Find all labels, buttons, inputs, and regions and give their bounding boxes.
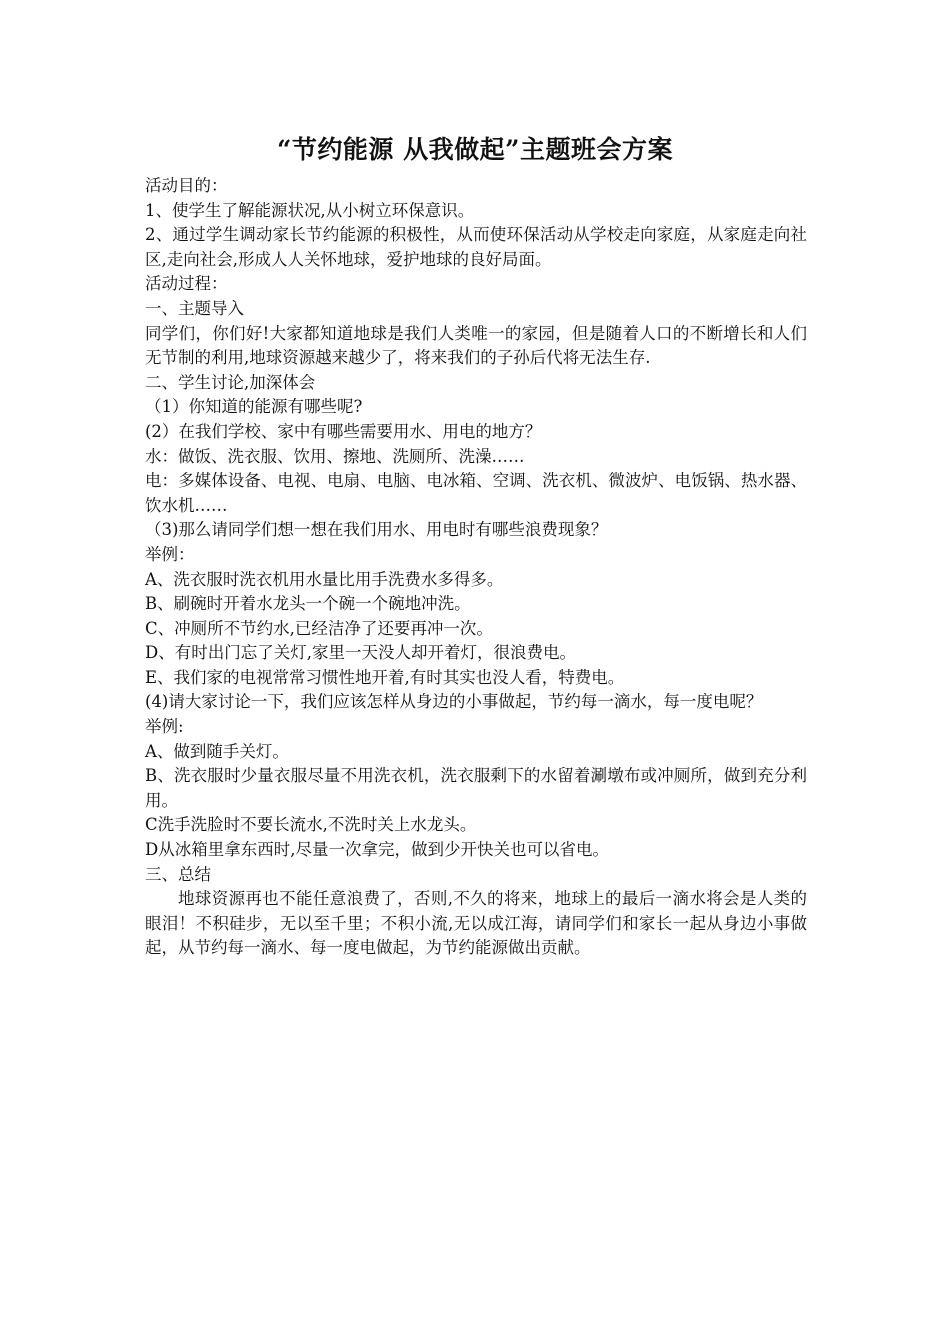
intro-paragraph: 同学们，你们好!大家都知道地球是我们人类唯一的家园，但是随着人口的不断增长和人们无节制的利用,地球资源越来越少了，将来我们的子孙后代将无法生存. (145, 323, 807, 368)
document-title: “节约能源 从我做起”主题班会方案 (277, 135, 673, 164)
save-example-d: D从冰箱里拿东西时,尽量一次拿完，做到少开快关也可以省电。 (145, 840, 609, 860)
question-3: （3)那么请同学们想一想在我们用水、用电时有哪些浪费现象？ (145, 520, 608, 540)
waste-example-c: C、冲厕所不节约水,已经洁净了还要再冲一次。 (145, 618, 493, 638)
question-4: (4)请大家讨论一下，我们应该怎样从身边的小事做起，节约每一滴水，每一度电呢？ (145, 692, 763, 712)
question-2: (2）在我们学校、家中有哪些需要用水、用电的地方？ (145, 421, 542, 441)
examples-label-2: 举例: (145, 717, 184, 737)
waste-example-b: B、刷碗时开着水龙头一个碗一个碗地冲洗。 (145, 594, 471, 614)
save-example-a: A、做到随手关灯。 (145, 741, 289, 761)
document-body (145, 174, 807, 961)
heading-intro: 一、主题导入 (145, 298, 244, 318)
waste-example-a: A、洗衣服时洗衣机用水量比用手洗费水多得多。 (145, 569, 504, 589)
summary-paragraph: 地球资源再也不能任意浪费了，否则,不久的将来，地球上的最后一滴水将会是人类的眼泪！不积硅步，无以至千里；不积小流,无以成江海，请同学们和家长一起从身边小事做起，从节约每一滴水、每一度电做起，为节约能源做出贡献。 (145, 889, 807, 958)
electricity-uses: 电：多媒体设备、电视、电扇、电脑、电冰箱、空调、洗衣机、微波炉、电饭锅、热水器、饮水机…… (145, 471, 807, 515)
waste-example-d: D、有时出门忘了关灯,家里一天没人却开着灯，很浪费电。 (145, 643, 576, 663)
goal-item-1: 1、使学生了解能源状况,从小树立环保意识。 (145, 200, 475, 220)
section-label-goals: 活动目的： (145, 176, 228, 195)
save-example-b: B、洗衣服时少量衣服尽量不用洗衣机，洗衣服剩下的水留着涮墩布或冲厕所，做到充分利用。 (145, 766, 807, 810)
heading-discussion: 二、学生讨论,加深体会 (145, 372, 316, 392)
water-uses: 水：做饭、洗衣服、饮用、擦地、洗厕所、洗澡…… (145, 446, 525, 466)
goal-item-2: 2、通过学生调动家长节约能源的积极性，从而使环保活动从学校走向家庭，从家庭走向社区,走向社会,形成人人关怀地球，爱护地球的良好局面。 (145, 225, 807, 269)
section-label-process: 活动过程： (145, 274, 228, 294)
heading-summary: 三、总结 (145, 864, 211, 884)
question-1: （1）你知道的能源有哪些呢? (145, 397, 363, 417)
waste-example-e: E、我们家的电视常常习惯性地开着,有时其实也没人看，特费电。 (145, 667, 625, 687)
examples-label-1: 举例： (145, 544, 195, 564)
save-example-c: C洗手洗脸时不要长流水,不洗时关上水龙头。 (145, 815, 477, 835)
